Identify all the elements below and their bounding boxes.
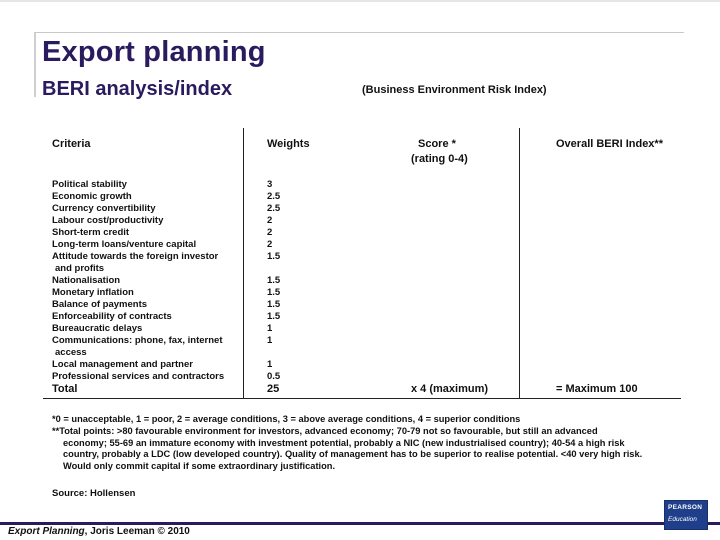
footer-title: Export Planning xyxy=(8,526,85,537)
weight-value: 1.5 xyxy=(267,311,281,322)
slide-subtitle: BERI analysis/index xyxy=(42,78,233,100)
weight-value: 2.5 xyxy=(267,191,281,202)
header-criteria: Criteria xyxy=(52,138,91,150)
criterion-label: Political stability xyxy=(52,179,127,190)
criterion-label: Labour cost/productivity xyxy=(52,215,164,226)
criterion-label: Attitude towards the foreign investor xyxy=(52,251,219,262)
criterion-label: Nationalisation xyxy=(52,275,121,286)
criterion-label: Bureaucratic delays xyxy=(52,323,143,334)
total-score: x 4 (maximum) xyxy=(411,383,489,395)
weight-value: 1.5 xyxy=(267,299,281,310)
weight-value: 3 xyxy=(267,179,273,190)
weight-value: 1 xyxy=(267,323,273,334)
footer-author: , Joris Leeman © 2010 xyxy=(84,526,190,537)
footnote-total-continued: Would only commit capital if some extraordinary justification. xyxy=(63,461,336,472)
header-overall: Overall BERI Index** xyxy=(556,138,663,150)
pearson-logo xyxy=(664,500,708,530)
criterion-label: Currency convertibility xyxy=(52,203,156,214)
total-overall: = Maximum 100 xyxy=(556,383,638,395)
header-score: Score * xyxy=(418,138,456,150)
header-weights: Weights xyxy=(267,138,310,150)
table-bottom-rule xyxy=(43,398,681,399)
weight-value: 1.5 xyxy=(267,275,281,286)
title-divider xyxy=(34,32,684,33)
footnote-total-continued: economy; 55-69 an immature economy with investment potential, probably a NIC (new industrialised country); 40-54 a high risk xyxy=(63,437,625,448)
footnote-score: *0 = unacceptable, 1 = poor, 2 = average conditions, 3 = above average conditions, 4 = superior conditions xyxy=(52,414,521,424)
weight-value: 1.5 xyxy=(267,251,281,262)
weight-value: 1.5 xyxy=(267,287,281,298)
weight-value: 2 xyxy=(267,215,273,226)
criterion-label: Long-term loans/venture capital xyxy=(52,239,197,250)
weight-value: 0.5 xyxy=(267,371,281,382)
footer-credit xyxy=(8,526,190,537)
criterion-label-continued: access xyxy=(55,347,87,358)
footer-bar xyxy=(0,522,720,525)
weight-value: 2 xyxy=(267,239,273,250)
slide-title: Export planning xyxy=(42,36,266,68)
criterion-label: Professional services and contractors xyxy=(52,371,225,382)
header-score-note: (rating 0-4) xyxy=(411,153,468,165)
criterion-label: Communications: phone, fax, internet xyxy=(52,335,223,346)
weight-value: 1 xyxy=(267,335,273,346)
footnote-total: **Total points: >80 favourable environment for investors, advanced economy; 70-79 not so favourable, but still an advanced xyxy=(52,425,598,436)
criterion-label-continued: and profits xyxy=(55,263,105,274)
weight-value: 2 xyxy=(267,227,273,238)
column-divider-2 xyxy=(519,128,520,399)
logo-top-text: PEARSON xyxy=(668,504,703,511)
column-divider-1 xyxy=(243,128,244,399)
criterion-label: Local management and partner xyxy=(52,359,193,370)
criterion-label: Short-term credit xyxy=(52,227,130,238)
source-citation: Source: Hollensen xyxy=(52,488,136,499)
slide-parenthetical: (Business Environment Risk Index) xyxy=(362,84,547,96)
total-weight: 25 xyxy=(267,383,280,395)
logo-bottom-text: Education xyxy=(668,516,697,523)
total-label: Total xyxy=(52,383,78,395)
title-accent-line xyxy=(34,33,36,97)
weight-value: 1 xyxy=(267,359,273,370)
top-border xyxy=(0,0,720,2)
criterion-label: Enforceability of contracts xyxy=(52,311,172,322)
weight-value: 2.5 xyxy=(267,203,281,214)
criterion-label: Balance of payments xyxy=(52,299,148,310)
footnote-total-continued: country, probably a LDC (low developed country). Quality of management has to be superior to realise potential. <40 very high risk. xyxy=(63,449,643,460)
footnotes xyxy=(52,414,692,473)
criterion-label: Economic growth xyxy=(52,191,132,202)
criterion-label: Monetary inflation xyxy=(52,287,134,298)
